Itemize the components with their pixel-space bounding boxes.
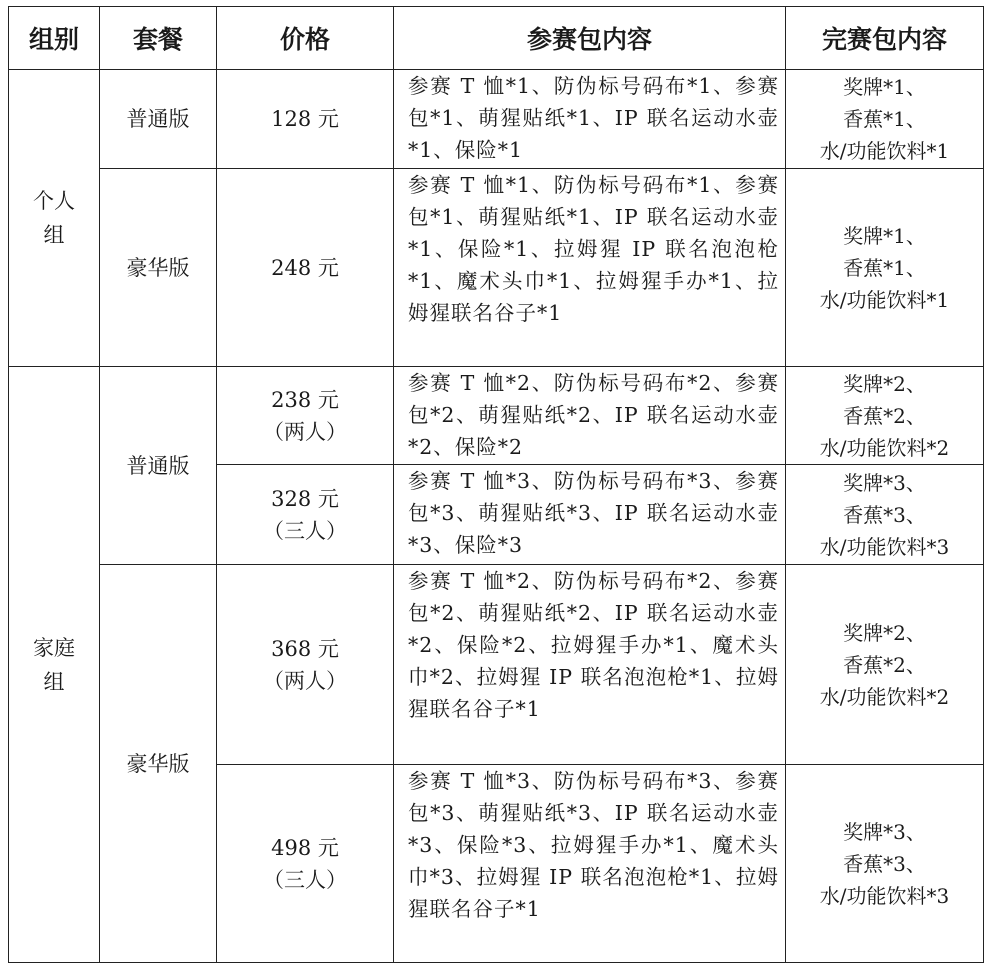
table-row	[9, 565, 984, 765]
finish-kit-cell	[786, 765, 984, 963]
price: 128 元	[271, 107, 339, 131]
finish-item: 香蕉*3、	[843, 851, 926, 876]
finish-kit-cell	[786, 70, 984, 169]
package-table	[8, 6, 984, 963]
finish-item: 香蕉*2、	[843, 652, 926, 677]
people-note: （两人）	[263, 419, 347, 444]
header-finish-kit: 完赛包内容	[786, 7, 984, 70]
finish-item: 水/功能饮料*2	[819, 435, 950, 460]
price: 248 元	[271, 255, 339, 280]
price: 328 元	[271, 486, 339, 511]
header-entry-kit: 参赛包内容	[394, 7, 786, 70]
package-deluxe: 豪华版	[100, 565, 217, 963]
entry-kit-content: 参赛 T 恤*1、防伪标号码布*1、参赛包*1、萌猩贴纸*1、IP 联名运动水壶*1、保险*1、拉姆猩 IP 联名泡泡枪*1、魔术头巾*1、拉姆猩手办*1、拉姆猩联名谷子*1	[394, 169, 786, 367]
finish-kit-cell	[786, 465, 984, 565]
table-row	[9, 169, 984, 367]
header-row	[9, 7, 984, 70]
group-label-line1: 个人	[33, 189, 75, 213]
header-price: 价格	[217, 7, 394, 70]
entry-kit-content: 参赛 T 恤*1、防伪标号码布*1、参赛包*1、萌猩贴纸*1、IP 联名运动水壶*1、保险*1	[394, 70, 786, 169]
finish-kit-cell	[786, 565, 984, 765]
price: 368 元	[271, 636, 339, 661]
price: 498 元	[271, 835, 339, 860]
header-group: 组别	[9, 7, 100, 70]
package-deluxe: 豪华版	[100, 169, 217, 367]
finish-item: 香蕉*1、	[843, 255, 926, 280]
people-note: （三人）	[263, 867, 347, 892]
finish-kit-cell	[786, 169, 984, 367]
people-note: （两人）	[263, 668, 347, 693]
price-cell	[217, 70, 394, 169]
package-standard: 普通版	[100, 70, 217, 169]
group-individual	[9, 70, 100, 367]
finish-item: 奖牌*3、	[843, 819, 926, 844]
group-label-line1: 家庭	[33, 635, 75, 660]
entry-kit-content: 参赛 T 恤*3、防伪标号码布*3、参赛包*3、萌猩贴纸*3、IP 联名运动水壶*3、保险*3、拉姆猩手办*1、魔术头巾*3、拉姆猩 IP 联名泡泡枪*1、拉姆猩联名谷子*1	[394, 765, 786, 963]
finish-item: 奖牌*2、	[843, 620, 926, 645]
entry-kit-content: 参赛 T 恤*2、防伪标号码布*2、参赛包*2、萌猩贴纸*2、IP 联名运动水壶*2、保险*2	[394, 367, 786, 465]
finish-item: 水/功能饮料*3	[819, 534, 950, 559]
group-label-line2: 组	[43, 669, 65, 694]
table-row	[9, 367, 984, 465]
finish-item: 水/功能饮料*2	[819, 684, 950, 709]
price-cell	[217, 465, 394, 565]
entry-kit-content: 参赛 T 恤*2、防伪标号码布*2、参赛包*2、萌猩贴纸*2、IP 联名运动水壶*2、保险*2、拉姆猩手办*1、魔术头巾*2、拉姆猩 IP 联名泡泡枪*1、拉姆猩联名谷子*1	[394, 565, 786, 765]
finish-item: 奖牌*3、	[843, 470, 926, 495]
price-cell	[217, 169, 394, 367]
people-note: （三人）	[263, 518, 347, 543]
finish-item: 香蕉*1、	[843, 107, 926, 131]
price-cell	[217, 565, 394, 765]
entry-kit-content: 参赛 T 恤*3、防伪标号码布*3、参赛包*3、萌猩贴纸*3、IP 联名运动水壶*3、保险*3	[394, 465, 786, 565]
price: 238 元	[271, 387, 339, 412]
finish-item: 水/功能饮料*1	[819, 287, 950, 312]
finish-item: 香蕉*3、	[843, 502, 926, 527]
price-cell	[217, 367, 394, 465]
price-cell	[217, 765, 394, 963]
package-standard: 普通版	[100, 367, 217, 565]
finish-item: 奖牌*1、	[843, 223, 926, 248]
group-label-line2: 组	[43, 223, 65, 247]
finish-item: 香蕉*2、	[843, 403, 926, 428]
finish-item: 水/功能饮料*1	[819, 139, 950, 163]
finish-item: 水/功能饮料*3	[819, 883, 950, 908]
header-package: 套餐	[100, 7, 217, 70]
finish-item: 奖牌*2、	[843, 371, 926, 396]
finish-kit-cell	[786, 367, 984, 465]
table-row	[9, 70, 984, 169]
group-family	[9, 367, 100, 963]
finish-item: 奖牌*1、	[843, 75, 926, 99]
